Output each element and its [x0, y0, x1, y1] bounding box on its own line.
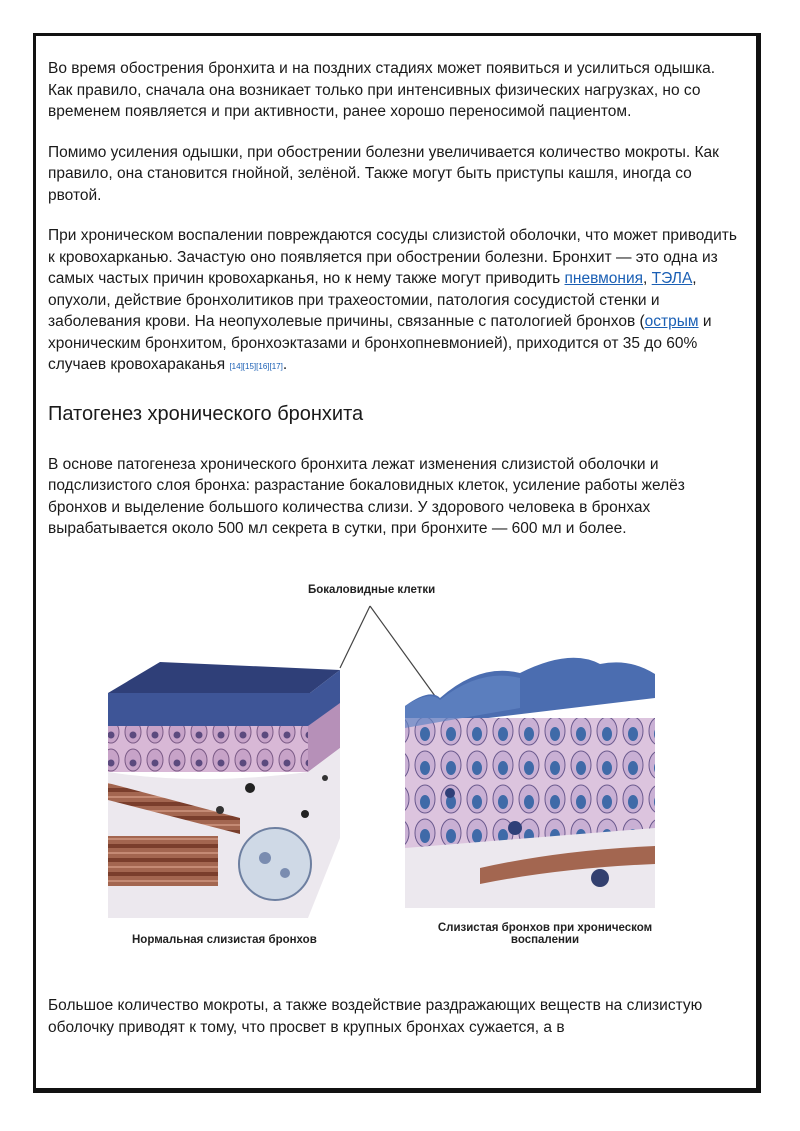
pneumonia-link[interactable]: пневмония	[564, 270, 644, 287]
paragraph-pathogenesis: В основе патогенеза хронического бронхита лежат изменения слизистой оболочки и подслизистого слоя бронха: разрастание бокаловидных клеток, усиление работы желёз бронхов и выделение большого количества слизи. У здорового человека в бронхах вырабатывается около 500 мл секрета в сутки, при бронхите — 600 мл и более.	[48, 455, 685, 537]
section-heading: Патогенез хронического бронхита	[48, 402, 364, 425]
text-segment: и хроническим бронхитом, бронхоэктазами и бронхопневмонией), приходится от 35 до 60% случаев кровохараканья	[48, 313, 712, 373]
text-segment: .	[282, 356, 288, 373]
paragraph-sputum: Помимо усиления одышки, при обострении болезни увеличивается количество мокроты. Как правило, она становится гнойной, зелёной. Также могут быть приступы кашля, иногда со рвотой.	[48, 143, 719, 204]
paragraph-dyspnea: Во время обострения бронхита и на поздних стадиях может появиться и усилиться одышка. Как правило, сначала она возникает только при интенсивных физических нагрузках, но со временем появляется и при активности, ранее хорошо переносимой пациентом.	[48, 60, 716, 120]
paragraph-obstruction: Большое количество мокроты, а также воздействие раздражающих веществ на слизистую оболочку приводят к тому, что просвет в крупных бронхах сужается, а в	[48, 997, 703, 1036]
acute-bronchitis-link[interactable]: острым	[644, 313, 699, 330]
mucosa-diagram	[100, 578, 700, 918]
paragraph-hemoptysis	[48, 225, 738, 378]
text-segment: При хроническом воспалении повреждаются сосуды слизистой оболочки, что может приводить к кровохарканью. Зачастую оно появляется при обострении болезни. Бронхит — это одна из самых частых причин кровохарканья, но к нему также могут приводить	[48, 227, 737, 287]
pe-link[interactable]: ТЭЛА	[651, 270, 693, 287]
normal-mucosa-block	[108, 662, 340, 918]
inflamed-mucosa-block	[405, 658, 655, 908]
caption-normal: Нормальная слизистая бронхов	[132, 934, 317, 946]
article-body	[48, 58, 738, 559]
caption-inflamed: Слизистая бронхов при хроническом воспалении	[437, 922, 653, 946]
references-link[interactable]: [14][15][16][17]	[229, 362, 283, 371]
bronchial-mucosa-illustration	[100, 578, 700, 958]
text-segment: ,	[643, 270, 652, 287]
text-segment: , опухоли, действие бронхолитиков при трахеостомии, патология сосудистой стенки и заболевания крови. На неопухолевые причины, связанные с патологией бронхов (	[48, 270, 697, 330]
figure-title: Бокаловидные клетки	[308, 584, 436, 596]
